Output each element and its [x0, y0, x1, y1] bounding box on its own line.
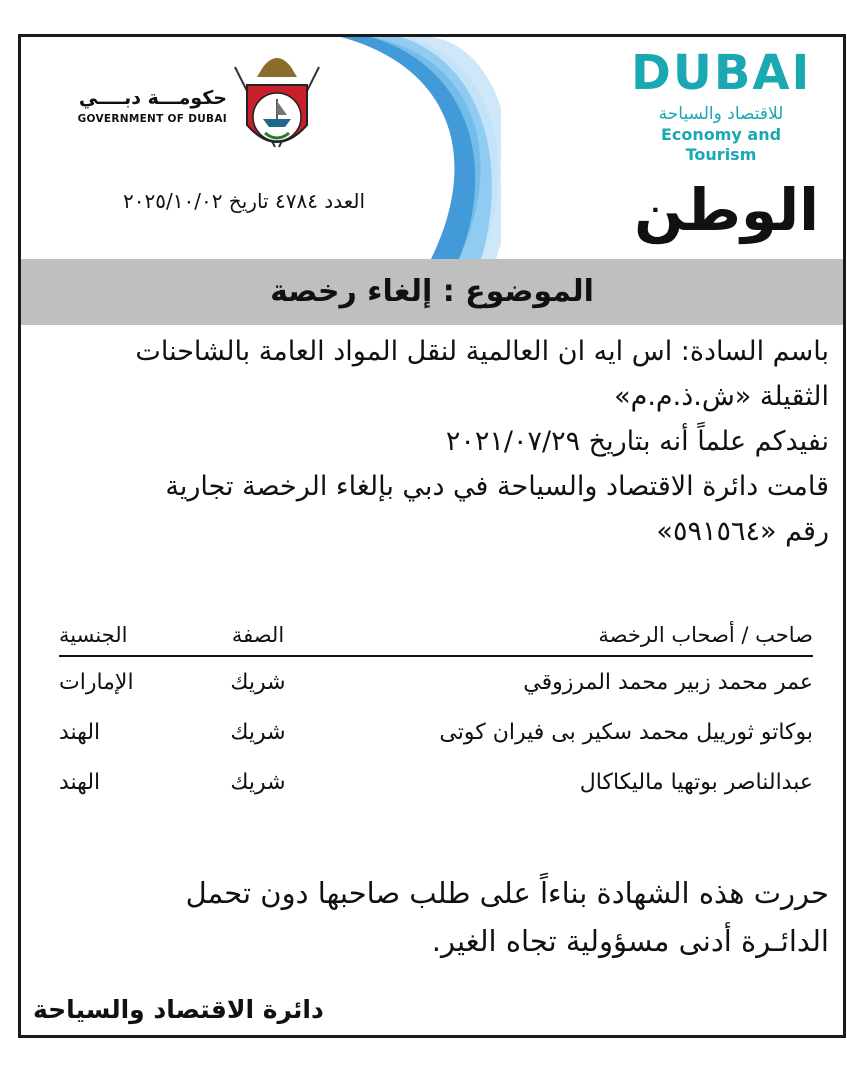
owners-table-header: [59, 615, 813, 657]
table-row: [59, 707, 813, 757]
header-owner-name: صاحب / أصحاب الرخصة: [598, 623, 813, 647]
owner-role: شريك: [230, 719, 286, 745]
department-signature: دائرة الاقتصاد والسياحة: [33, 995, 324, 1024]
body-line-3: نفيدكم علماً أنه بتاريخ ٢٠٢١/٠٧/٢٩: [445, 426, 829, 457]
government-arabic: حكومـــة دبــــي: [78, 87, 227, 109]
owner-nationality: الهند: [59, 769, 101, 795]
government-english: GOVERNMENT OF DUBAI: [77, 113, 227, 125]
owner-role: شريك: [230, 669, 286, 695]
owner-name: عمر محمد زبير محمد المرزوقي: [523, 669, 813, 695]
subject-bar: [21, 259, 843, 325]
header-role: الصفة: [231, 623, 285, 647]
newspaper-name: الوطن: [634, 176, 819, 244]
dubai-emblem-icon: [227, 47, 327, 171]
header-nationality: الجنسية: [59, 623, 128, 647]
government-of-dubai-logo: [39, 47, 319, 177]
table-row: [59, 657, 813, 707]
notice-body: [29, 329, 829, 554]
closing-line-1: حررت هذه الشهادة بناءاً على طلب صاحبها دون تحمل: [185, 876, 829, 910]
notice-frame: [18, 34, 846, 1038]
owner-nationality: الإمارات: [59, 669, 134, 695]
table-row: [59, 757, 813, 807]
dubai-wordmark: DUBAI: [631, 45, 812, 101]
owner-name: عبدالناصر بوتهيا ماليكاكال: [579, 769, 813, 795]
blue-swirl-decoration: [331, 37, 501, 259]
subject-title: الموضوع : إلغاء رخصة: [270, 274, 594, 309]
body-line-2: الثقيلة «ش.ذ.م.م»: [614, 381, 829, 412]
closing-line-2: الدائـرة أدنى مسؤولية تجاه الغير.: [431, 924, 829, 958]
owners-table: [59, 615, 813, 807]
dubai-economy-tourism-logo: [631, 45, 811, 165]
issue-number-date: العدد ٤٧٨٤ تاريخ ٢٠٢٥/١٠/٠٢: [123, 189, 365, 213]
body-line-1: باسم السادة: اس ايه ان العالمية لنقل المواد العامة بالشاحنات: [135, 336, 829, 367]
body-line-4: قامت دائرة الاقتصاد والسياحة في دبي بإلغاء الرخصة تجارية: [165, 471, 829, 502]
owner-nationality: الهند: [59, 719, 101, 745]
owner-role: شريك: [230, 769, 286, 795]
dubai-logo-english: Economy and Tourism: [660, 125, 782, 164]
body-line-5: رقم «٥٩١٥٦٤»: [656, 516, 829, 547]
owner-name: بوكاتو ثورييل محمد سكير بى فيران كوتى: [439, 719, 813, 745]
dubai-logo-arabic: للاقتصاد والسياحة: [658, 104, 784, 124]
closing-statement: [29, 869, 829, 965]
